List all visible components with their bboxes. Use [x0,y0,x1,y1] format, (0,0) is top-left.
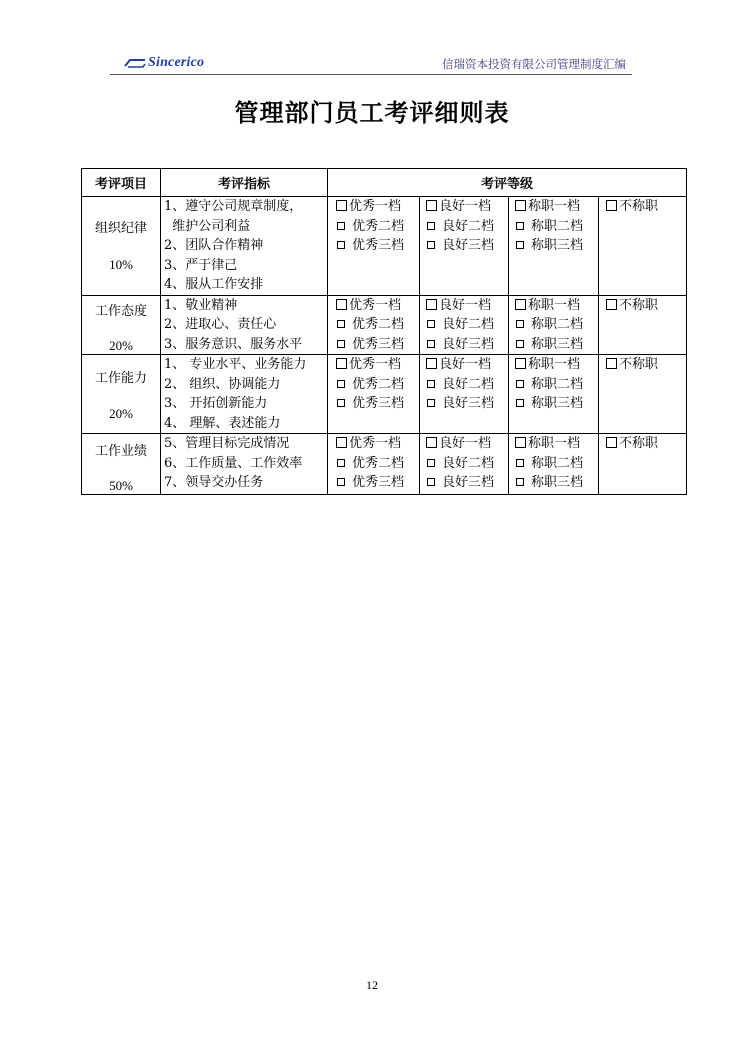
category-cell [82,197,161,296]
checkbox-icon[interactable] [515,358,526,369]
level-label: 不称职 [619,199,659,214]
checkbox-icon[interactable] [516,241,524,249]
level-label: 优秀一档 [349,297,402,313]
level-option[interactable] [426,355,508,375]
level-label: 称职一档 [528,357,581,372]
level-cell [328,434,420,495]
category-cell [82,295,161,355]
level-option[interactable] [426,236,508,256]
checkbox-icon[interactable] [516,222,524,230]
level-cell [599,434,687,495]
level-label: 称职二档 [531,218,584,234]
level-option[interactable] [606,434,686,454]
category-name: 工作业绩 [94,444,147,459]
level-option[interactable] [515,217,598,237]
level-option[interactable] [426,454,508,474]
checkbox-icon[interactable] [337,478,345,486]
level-label: 良好一档 [439,436,492,451]
checkbox-icon[interactable] [606,299,617,310]
checkbox-icon[interactable] [336,299,347,310]
checkbox-icon[interactable] [427,478,435,486]
level-option[interactable] [336,454,419,474]
table-row [82,434,687,495]
checkbox-icon[interactable] [426,358,437,369]
level-option[interactable] [336,217,419,237]
category-name: 工作态度 [94,303,147,319]
checkbox-icon[interactable] [516,340,524,348]
level-label: 良好一档 [439,357,492,372]
checkbox-icon[interactable] [606,358,617,369]
level-cell [509,355,599,434]
checkbox-icon[interactable] [427,241,435,249]
level-option[interactable] [426,296,508,316]
checkbox-icon[interactable] [336,437,347,448]
level-option[interactable] [515,315,598,335]
level-option[interactable] [426,434,508,454]
header-level: 考评等级 [328,169,687,197]
level-label: 优秀一档 [349,436,402,451]
level-label: 优秀三档 [352,336,405,352]
level-option[interactable] [336,335,419,355]
level-label: 优秀三档 [352,238,405,253]
checkbox-icon[interactable] [336,200,347,211]
table-row [82,197,687,296]
category-cell [82,355,161,434]
page-header [110,50,632,75]
level-label: 良好二档 [442,376,495,392]
level-option[interactable] [336,375,419,395]
level-option[interactable] [336,236,419,256]
indicator-item: 4、 理解、表述能力 [164,415,281,431]
indicator-item: 6、工作质量、工作效率 [164,455,303,471]
level-cell [420,434,509,495]
indicator-item: 1、遵守公司规章制度， [164,199,303,214]
level-option[interactable] [515,473,598,493]
level-label: 良好三档 [442,396,495,411]
indicator-item: 2、 组织、协调能力 [164,376,281,392]
level-option[interactable] [426,394,508,414]
page-number: 12 [366,978,378,992]
checkbox-icon[interactable] [337,459,345,467]
level-cell [420,197,509,296]
indicator-item: 3、严于律己 [164,257,238,273]
level-option[interactable] [426,217,508,237]
level-label: 称职三档 [531,336,584,352]
checkbox-icon[interactable] [336,358,347,369]
level-label: 优秀二档 [352,317,405,332]
level-option[interactable] [515,375,598,395]
level-option[interactable] [515,197,598,217]
level-option[interactable] [336,394,419,414]
level-label: 优秀二档 [352,376,405,392]
level-cell [599,355,687,434]
level-option[interactable] [515,296,598,316]
indicator-cell [161,197,328,296]
level-cell [599,197,687,296]
level-cell [509,295,599,355]
checkbox-icon[interactable] [427,222,435,230]
level-option[interactable] [515,335,598,355]
level-option[interactable] [515,434,598,454]
indicator-item: 1、 专业水平、业务能力 [164,357,307,372]
table-row [82,295,687,355]
checkbox-icon[interactable] [426,200,437,211]
level-label: 称职一档 [528,436,581,451]
level-label: 良好三档 [442,336,495,352]
level-cell [328,355,420,434]
level-label: 不称职 [619,357,659,372]
level-option[interactable] [606,355,686,375]
level-option[interactable] [426,375,508,395]
checkbox-icon[interactable] [426,437,437,448]
level-label: 优秀三档 [352,396,405,411]
level-label: 称职三档 [531,396,584,411]
checkbox-icon[interactable] [516,399,524,407]
company-name: 信瑞资本投资有限公司管理制度汇编 [442,57,626,71]
logo-text: Sincerico [148,55,205,70]
indicator-item: 维护公司利益 [164,218,251,234]
indicator-item: 4、服从工作安排 [164,277,264,292]
level-label: 称职一档 [528,297,581,313]
checkbox-icon[interactable] [516,380,524,388]
level-option[interactable] [336,197,419,217]
checkbox-icon[interactable] [515,299,526,310]
level-label: 良好一档 [439,199,492,214]
level-option[interactable] [336,434,419,454]
level-label: 优秀一档 [349,357,402,372]
level-label: 称职三档 [531,238,584,253]
level-option[interactable] [515,236,598,256]
level-option[interactable] [336,473,419,493]
checkbox-icon[interactable] [337,320,345,328]
level-cell [420,295,509,355]
checkbox-icon[interactable] [515,200,526,211]
checkbox-icon[interactable] [516,320,524,328]
category-weight: 10% [109,257,133,272]
level-label: 良好三档 [442,475,495,490]
indicator-item: 2、进取心、责任心 [164,317,277,332]
checkbox-icon[interactable] [337,399,345,407]
indicator-cell [161,295,328,355]
page-title: 管理部门员工考评细则表 [234,99,510,127]
evaluation-table [81,168,687,495]
category-weight: 50% [109,478,133,493]
level-option[interactable] [336,296,419,316]
checkbox-icon[interactable] [516,478,524,486]
level-label: 良好二档 [442,317,495,332]
category-weight: 20% [109,406,133,421]
level-label: 优秀一档 [349,199,402,214]
level-option[interactable] [426,335,508,355]
table-header-row [82,169,687,197]
checkbox-icon[interactable] [606,200,617,211]
indicator-item: 2、团队合作精神 [164,238,264,253]
level-option[interactable] [426,473,508,493]
level-cell [509,197,599,296]
checkbox-icon[interactable] [427,399,435,407]
logo-mark-icon [124,57,146,69]
level-cell [328,197,420,296]
level-label: 不称职 [619,297,659,313]
indicator-item: 3、服务意识、服务水平 [164,336,303,352]
level-label: 优秀三档 [352,475,405,490]
checkbox-icon[interactable] [337,340,345,348]
header-category: 考评项目 [82,169,161,197]
indicator-cell [161,434,328,495]
level-label: 良好一档 [439,297,492,313]
level-label: 称职二档 [531,317,584,332]
checkbox-icon[interactable] [427,380,435,388]
level-option[interactable] [515,454,598,474]
checkbox-icon[interactable] [337,241,345,249]
level-label: 称职二档 [531,455,584,471]
level-option[interactable] [515,355,598,375]
level-option[interactable] [336,315,419,335]
category-name: 工作能力 [94,371,147,386]
category-cell [82,434,161,495]
level-label: 称职三档 [531,475,584,490]
level-cell [328,295,420,355]
level-cell [509,434,599,495]
checkbox-icon[interactable] [427,320,435,328]
table-row [82,355,687,434]
checkbox-icon[interactable] [427,459,435,467]
indicator-item: 1、敬业精神 [164,297,238,313]
checkbox-icon[interactable] [516,459,524,467]
indicator-item: 7、领导交办任务 [164,475,264,490]
level-cell [420,355,509,434]
level-label: 称职二档 [531,376,584,392]
level-label: 不称职 [619,436,659,451]
checkbox-icon[interactable] [426,299,437,310]
level-option[interactable] [606,296,686,316]
level-label: 优秀二档 [352,455,405,471]
indicator-item: 3、 开拓创新能力 [164,396,268,411]
level-label: 良好二档 [442,218,495,234]
level-label: 良好二档 [442,455,495,471]
level-label: 优秀二档 [352,218,405,234]
level-option[interactable] [426,315,508,335]
level-option[interactable] [606,197,686,217]
header-indicator: 考评指标 [161,169,328,197]
category-weight: 20% [109,337,133,353]
indicator-cell [161,355,328,434]
level-cell [599,295,687,355]
indicator-item: 5、管理目标完成情况 [164,436,290,451]
level-option[interactable] [336,355,419,375]
level-option[interactable] [426,197,508,217]
checkbox-icon[interactable] [337,380,345,388]
level-label: 良好三档 [442,238,495,253]
category-name: 组织纪律 [94,221,147,236]
checkbox-icon[interactable] [427,340,435,348]
company-logo [124,55,204,71]
checkbox-icon[interactable] [337,222,345,230]
checkbox-icon[interactable] [606,437,617,448]
level-option[interactable] [515,394,598,414]
checkbox-icon[interactable] [515,437,526,448]
level-label: 称职一档 [528,199,581,214]
